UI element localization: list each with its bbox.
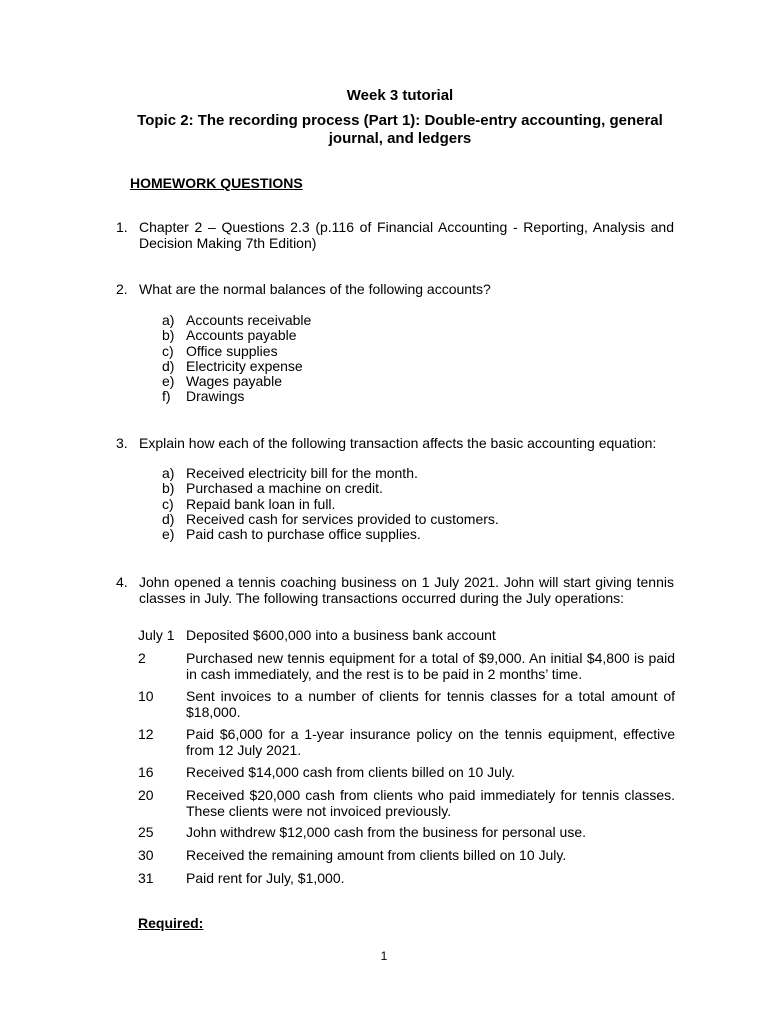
item-text: Accounts receivable (186, 312, 312, 328)
page-number: 1 (380, 949, 388, 963)
transaction-date: 10 (138, 688, 154, 704)
transaction-text: John withdrew $12,000 cash from the business for personal use. (186, 824, 587, 840)
question-text: Explain how each of the following transaction affects the basic accounting equation: (139, 435, 657, 451)
item-text: Paid cash to purchase office supplies. (186, 526, 421, 543)
transaction-text: Received $14,000 cash from clients billed on 10 July. (186, 764, 515, 780)
item-letter: c) (162, 342, 174, 359)
transaction-date: 16 (138, 764, 154, 780)
transaction-text: Sent invoices to a number of clients for tennis classes for a total amount of $18,000. (186, 688, 675, 720)
item-text: Received cash for services provided to customers. (186, 510, 499, 527)
item-letter: a) (162, 312, 175, 328)
page-title: Week 3 tutorial (346, 87, 454, 104)
question-text: Chapter 2 – Questions 2.3 (p.116 of Financial Accounting - Reporting, Analysis and Decision Making 7th Edition) (139, 219, 674, 251)
transaction-date: 30 (138, 847, 154, 863)
question-number: 4. (116, 574, 128, 590)
item-text: Accounts payable (186, 327, 297, 344)
item-text: Repaid bank loan in full. (186, 495, 336, 512)
item-letter: b) (162, 480, 175, 497)
item-letter: e) (162, 526, 175, 543)
item-text: Purchased a machine on credit. (186, 480, 383, 497)
transaction-text: Deposited $600,000 into a business bank account (186, 627, 496, 643)
question-number: 3. (116, 435, 128, 451)
section-heading: HOMEWORK QUESTIONS (130, 175, 303, 191)
topic-title: Topic 2: The recording process (Part 1): Double-entry accounting, general journal, and ledgers (137, 112, 663, 147)
transaction-text: Paid $6,000 for a 1-year insurance policy on the tennis equipment, effective from 12 July 2021. (186, 726, 675, 758)
item-letter: f) (162, 388, 171, 405)
transaction-date: 25 (138, 824, 154, 840)
transaction-text: Received $20,000 cash from clients who paid immediately for tennis classes. These clients were not invoiced previously. (186, 787, 675, 819)
transaction-date: 31 (138, 870, 154, 886)
item-letter: d) (162, 357, 175, 374)
item-text: Office supplies (186, 342, 278, 359)
transaction-date: 20 (138, 787, 154, 803)
item-letter: c) (162, 495, 174, 512)
item-letter: a) (162, 465, 175, 481)
transaction-text: Purchased new tennis equipment for a total of $9,000. An initial $4,800 is paid in cash immediately, and the rest is to be paid in 2 months’ time. (186, 650, 675, 682)
item-letter: b) (162, 327, 175, 344)
transaction-date: July 1 (138, 627, 175, 643)
item-text: Received electricity bill for the month. (186, 465, 418, 481)
transaction-date: 12 (138, 726, 154, 742)
question-number: 2. (116, 281, 128, 297)
transaction-date: 2 (138, 650, 146, 666)
question-text: John opened a tennis coaching business on 1 July 2021. John will start giving tennis classes in July. The following transactions occurred during the July operations: (139, 574, 674, 606)
question-text: What are the normal balances of the following accounts? (139, 281, 491, 297)
item-text: Electricity expense (186, 357, 303, 374)
item-letter: e) (162, 373, 175, 390)
item-text: Wages payable (186, 373, 282, 390)
transaction-text: Paid rent for July, $1,000. (186, 870, 345, 886)
item-letter: d) (162, 510, 175, 527)
item-text: Drawings (186, 388, 245, 405)
required-heading: Required: (138, 915, 204, 931)
question-number: 1. (116, 219, 128, 235)
transaction-text: Received the remaining amount from clients billed on 10 July. (186, 847, 567, 863)
